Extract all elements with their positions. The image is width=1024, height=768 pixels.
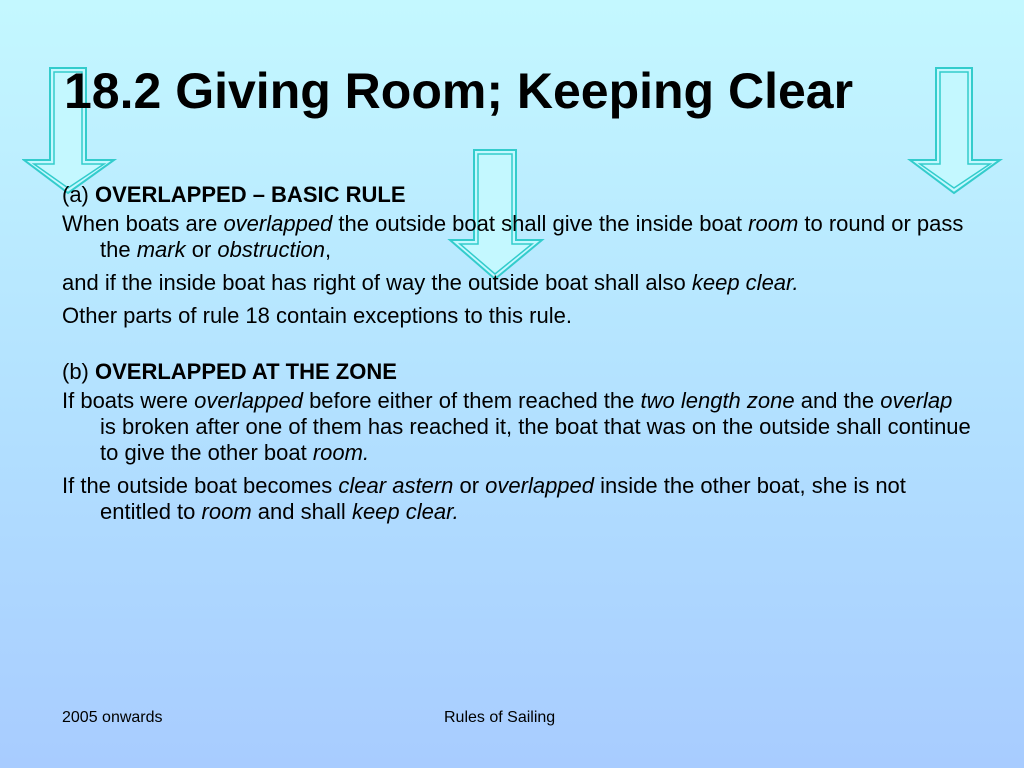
section-b-prefix: (b) xyxy=(62,359,95,384)
text-run: before either of them reached the xyxy=(302,388,641,413)
defined-term: overlapped xyxy=(194,388,303,413)
footer-title: Rules of Sailing xyxy=(444,709,556,726)
rule-paragraph xyxy=(62,211,972,263)
defined-term: clear astern xyxy=(338,473,454,498)
text-run: or xyxy=(185,237,218,262)
section-b-heading xyxy=(62,359,972,385)
text-run: or xyxy=(453,473,486,498)
text-run: is broken after one of them has reached it, the boat that was on the outside shall continue to give the other boat xyxy=(100,414,971,465)
defined-term: overlapped xyxy=(485,473,595,498)
text-run: and the xyxy=(794,388,881,413)
rule-paragraph xyxy=(62,473,972,525)
defined-term: keep clear. xyxy=(691,270,799,295)
text-run: inside the other boat, she is not entitled to xyxy=(100,473,906,524)
section-a-title: OVERLAPPED – BASIC RULE xyxy=(95,182,406,207)
defined-term: room xyxy=(748,211,799,236)
text-run: If boats were xyxy=(62,388,195,413)
text-run: and shall xyxy=(251,499,352,524)
text-run: If the outside boat becomes xyxy=(62,473,339,498)
text-run: When boats are xyxy=(62,211,224,236)
defined-term: room xyxy=(201,499,252,524)
text-run: the outside boat shall give the inside boat xyxy=(332,211,749,236)
defined-term: obstruction xyxy=(217,237,326,262)
down-arrow-icon xyxy=(906,66,1004,196)
defined-term: two length zone xyxy=(640,388,795,413)
text-run: Other parts of rule 18 contain exceptions to this rule. xyxy=(62,303,572,328)
defined-term: keep clear. xyxy=(351,499,459,524)
section-b-title: OVERLAPPED AT THE ZONE xyxy=(95,359,397,384)
defined-term: overlapped xyxy=(223,211,333,236)
defined-term: room. xyxy=(312,440,370,465)
rule-paragraph xyxy=(62,388,972,466)
defined-term: mark xyxy=(136,237,186,262)
slide-body xyxy=(62,182,972,532)
text-run: , xyxy=(325,237,332,262)
slide-title: 18.2 Giving Room; Keeping Clear xyxy=(64,63,854,119)
rule-paragraph xyxy=(62,270,972,296)
text-run: and if the inside boat has right of way the outside boat shall also xyxy=(62,270,692,295)
rule-paragraph xyxy=(62,303,972,329)
section-a-heading xyxy=(62,182,972,208)
section-a-prefix: (a) xyxy=(62,182,95,207)
text-run: to round or pass the xyxy=(100,211,964,262)
footer-date: 2005 onwards xyxy=(62,709,163,726)
defined-term: overlap xyxy=(880,388,953,413)
